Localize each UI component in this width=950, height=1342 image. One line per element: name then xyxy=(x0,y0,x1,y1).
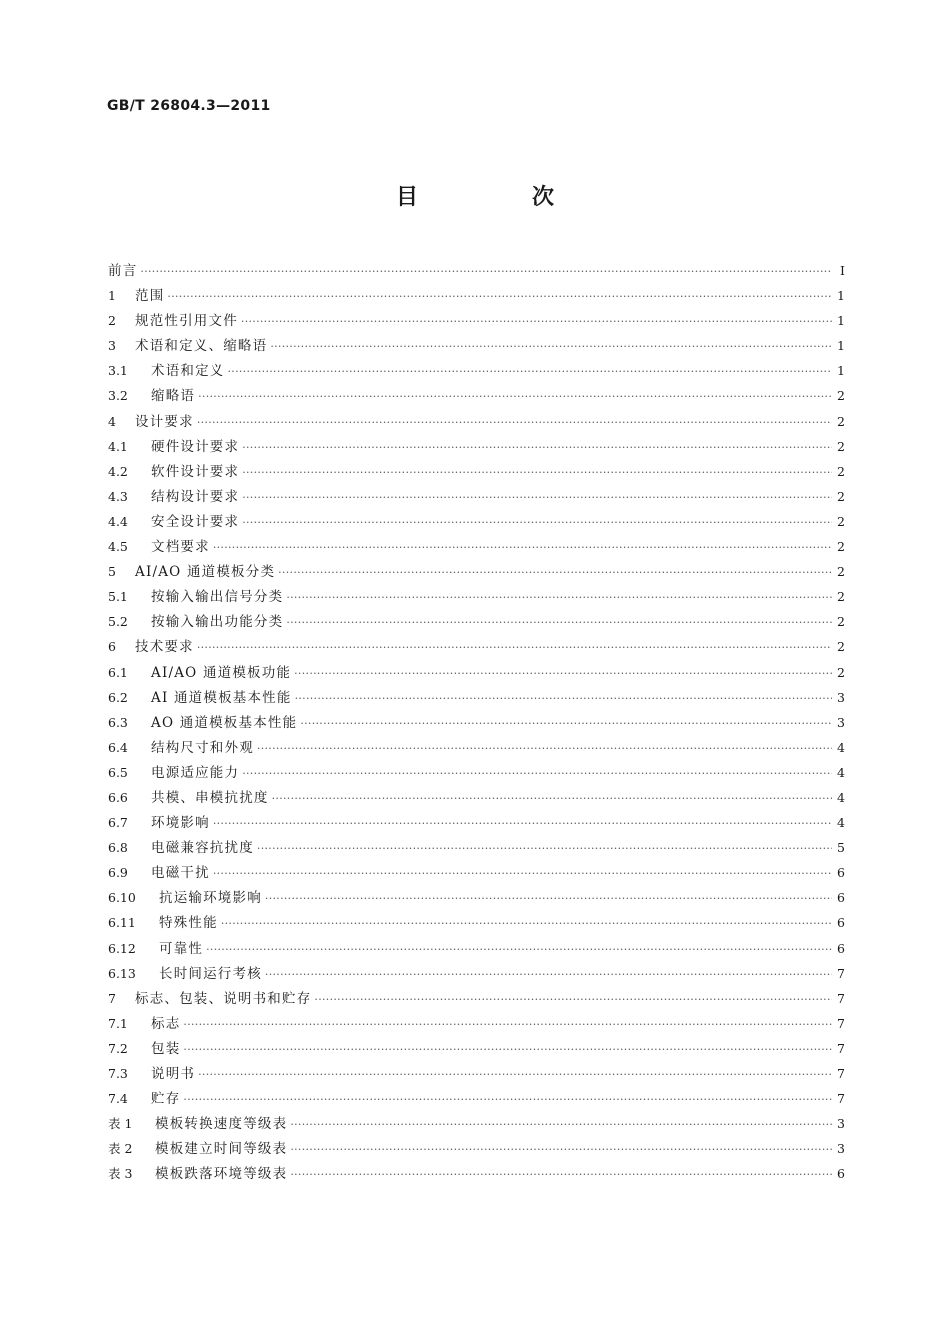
toc-entry-label: 结构设计要求 xyxy=(151,488,240,505)
dot-leader xyxy=(206,937,832,962)
dot-leader xyxy=(270,334,832,359)
dot-leader xyxy=(272,786,832,811)
toc-entry-label: 设计要求 xyxy=(135,413,194,430)
dot-leader xyxy=(183,1037,832,1062)
toc-entry-page: 2 xyxy=(837,488,845,504)
toc-entry-label: 电源适应能力 xyxy=(151,764,240,781)
toc-entry[interactable] xyxy=(108,810,845,835)
toc-entry-label: 环境影响 xyxy=(151,815,210,832)
toc-entry-page: 2 xyxy=(837,664,845,680)
toc-entry-page: 5 xyxy=(837,840,845,856)
toc-entry[interactable] xyxy=(108,660,845,685)
toc-entry-page: 2 xyxy=(837,413,845,429)
toc-entry-page: 4 xyxy=(837,789,845,805)
toc-entry-page: 7 xyxy=(837,965,845,981)
dot-leader xyxy=(290,1137,832,1162)
dot-leader xyxy=(242,510,832,535)
toc-entry[interactable] xyxy=(108,1011,845,1036)
toc-entry-label: 缩略语 xyxy=(151,388,196,405)
toc-entry-number: 6.3 xyxy=(108,714,128,730)
toc-entry-number: 3.2 xyxy=(108,388,128,404)
toc-entry[interactable] xyxy=(108,735,845,760)
toc-entry-number: 4.5 xyxy=(108,539,128,555)
dot-leader xyxy=(242,485,832,510)
toc-entry[interactable] xyxy=(108,910,845,935)
toc-entry[interactable] xyxy=(108,283,845,308)
toc-entry-number: 6.7 xyxy=(108,815,128,831)
toc-entry-label: 按输入输出信号分类 xyxy=(151,589,284,606)
toc-entry-page: 7 xyxy=(837,1040,845,1056)
toc-entry-page: 7 xyxy=(837,1015,845,1031)
toc-entry-page: 1 xyxy=(837,288,845,304)
toc-entry-page: 6 xyxy=(837,865,845,881)
dot-leader xyxy=(257,836,832,861)
toc-entry[interactable] xyxy=(108,936,845,961)
dot-leader xyxy=(242,460,832,485)
toc-entry-page: 4 xyxy=(837,764,845,780)
toc-entry-number: 3 xyxy=(108,338,116,354)
toc-entry-page: 2 xyxy=(837,539,845,555)
dot-leader xyxy=(241,309,832,334)
toc-entry-number: 6.2 xyxy=(108,689,128,705)
toc-entry[interactable] xyxy=(108,484,845,509)
dot-leader xyxy=(140,259,832,284)
toc-entry-page: 6 xyxy=(837,915,845,931)
toc-entry-label: 结构尺寸和外观 xyxy=(151,739,254,756)
toc-entry-page: 3 xyxy=(837,1141,845,1157)
toc-entry-number: 5 xyxy=(108,564,116,580)
dot-leader xyxy=(286,610,832,635)
toc-entry-number: 6.5 xyxy=(108,764,128,780)
toc-entry-label: 可靠性 xyxy=(159,940,204,957)
toc-entry-label: AO 通道模板基本性能 xyxy=(151,714,298,731)
dot-leader xyxy=(286,585,832,610)
toc-entry[interactable] xyxy=(108,760,845,785)
toc-entry-page: 2 xyxy=(837,438,845,454)
toc-entry[interactable] xyxy=(108,258,845,283)
toc-entry[interactable] xyxy=(108,885,845,910)
toc-entry[interactable] xyxy=(108,785,845,810)
toc-entry-number: 4 xyxy=(108,413,116,429)
dot-leader xyxy=(213,535,832,560)
dot-leader xyxy=(221,911,832,936)
toc-entry-number: 1 xyxy=(108,288,116,304)
toc-entry-page: 2 xyxy=(837,463,845,479)
toc-entry-label: 前言 xyxy=(108,263,138,279)
toc-entry-number: 4.2 xyxy=(108,463,128,479)
toc-entry[interactable] xyxy=(108,409,845,434)
toc-entry-label: 包装 xyxy=(151,1040,181,1057)
toc-entry-number: 7.1 xyxy=(108,1015,128,1031)
toc-entry-label: 标志、包装、说明书和贮存 xyxy=(135,990,312,1007)
toc-entry-label: 说明书 xyxy=(151,1066,196,1082)
toc-entry[interactable] xyxy=(108,1061,845,1086)
toc-entry-number: 6.12 xyxy=(108,940,136,956)
dot-leader xyxy=(290,1162,832,1187)
toc-title: 目 次 xyxy=(395,184,600,210)
toc-entry-page: 4 xyxy=(837,739,845,755)
dot-leader xyxy=(257,736,832,761)
toc-entry-number: 6 xyxy=(108,639,116,655)
toc-entry-number: 6.13 xyxy=(108,965,136,981)
toc-entry[interactable] xyxy=(108,434,845,459)
toc-entry-label: 文档要求 xyxy=(151,539,210,556)
toc-entry-page: 3 xyxy=(837,1116,845,1132)
toc-entry-number: 6.8 xyxy=(108,840,128,856)
toc-entry-page: 3 xyxy=(837,689,845,705)
toc-entry[interactable] xyxy=(108,1136,845,1161)
toc-entry-label: 术语和定义、缩略语 xyxy=(135,338,268,355)
dot-leader xyxy=(242,435,832,460)
toc-entry[interactable] xyxy=(108,1036,845,1061)
toc-entry-page: 6 xyxy=(837,1166,845,1182)
toc-entry-page: 2 xyxy=(837,639,845,655)
toc-entry-number: 4.4 xyxy=(108,513,128,529)
dot-leader xyxy=(295,686,832,711)
toc-entry[interactable] xyxy=(108,961,845,986)
toc-entry-label: 模板转换速度等级表 xyxy=(155,1116,288,1133)
toc-entry-number: 7 xyxy=(108,990,116,1006)
toc-entry-number: 5.2 xyxy=(108,614,128,630)
toc-entry-number: 6.10 xyxy=(108,890,136,906)
toc-entry-label: 长时间运行考核 xyxy=(159,965,262,982)
toc-entry[interactable] xyxy=(108,986,845,1011)
toc-entry-label: 硬件设计要求 xyxy=(151,438,240,455)
dot-leader xyxy=(314,987,832,1012)
toc-entry-label: 模板跌落环境等级表 xyxy=(155,1166,288,1183)
toc-entry-label: 电磁兼容抗扰度 xyxy=(151,840,254,857)
toc-entry-number: 3.1 xyxy=(108,363,128,379)
toc-entry[interactable] xyxy=(108,358,845,383)
dot-leader xyxy=(213,811,832,836)
toc-entry-page: 2 xyxy=(837,589,845,605)
toc-entry-label: 安全设计要求 xyxy=(151,513,240,530)
dot-leader xyxy=(242,761,832,786)
dot-leader xyxy=(167,284,832,309)
toc-entry-label: 电磁干扰 xyxy=(151,865,210,882)
toc-entry[interactable] xyxy=(108,559,845,584)
toc-entry[interactable] xyxy=(108,609,845,634)
toc-entry-number: 6.1 xyxy=(108,664,128,680)
toc-entry[interactable] xyxy=(108,308,845,333)
toc-entry[interactable] xyxy=(108,383,845,408)
toc-entry-label: 贮存 xyxy=(151,1091,181,1108)
dot-leader xyxy=(294,661,832,686)
toc-entry[interactable] xyxy=(108,333,845,358)
toc-entry-label: 共模、串模抗扰度 xyxy=(151,789,269,806)
toc-entry-label: 范围 xyxy=(135,288,165,305)
toc-entry-number: 7.4 xyxy=(108,1091,128,1107)
toc-entry-page: 6 xyxy=(837,890,845,906)
toc-entry[interactable] xyxy=(108,459,845,484)
toc-entry-page: 2 xyxy=(837,513,845,529)
dot-leader xyxy=(290,1112,832,1137)
dot-leader xyxy=(265,886,832,911)
toc-entry[interactable] xyxy=(108,1161,845,1186)
dot-leader xyxy=(198,1062,832,1087)
toc-entry-number: 6.4 xyxy=(108,739,128,755)
toc-entry-page: 3 xyxy=(837,714,845,730)
toc-entry[interactable] xyxy=(108,685,845,710)
toc-entry-number: 7.2 xyxy=(108,1040,128,1056)
toc-entry[interactable] xyxy=(108,534,845,559)
toc-entry-label: 术语和定义 xyxy=(151,363,225,380)
toc-entry-label: 技术要求 xyxy=(135,639,194,656)
dot-leader xyxy=(183,1012,832,1037)
toc-entry-page: 7 xyxy=(837,1066,845,1081)
toc-entry-page: 6 xyxy=(837,940,845,956)
toc-entry-number: 5.1 xyxy=(108,589,128,605)
dot-leader xyxy=(198,384,832,409)
toc-entry[interactable] xyxy=(108,710,845,735)
toc-entry[interactable] xyxy=(108,634,845,659)
toc-entry[interactable] xyxy=(108,1086,845,1111)
toc-entry-number: 4.1 xyxy=(108,438,128,454)
toc-entry-page: 4 xyxy=(837,815,845,831)
standard-code: GB/T 26804.3—2011 xyxy=(107,98,271,114)
toc-entry-number: 表 2 xyxy=(108,1141,133,1157)
dot-leader xyxy=(228,359,833,384)
toc-entry-number: 表 1 xyxy=(108,1116,133,1132)
toc-entry-number: 表 3 xyxy=(108,1166,133,1182)
toc-entry-number: 4.3 xyxy=(108,488,128,504)
toc-entry-number: 7.3 xyxy=(108,1066,128,1081)
dot-leader xyxy=(300,711,832,736)
toc-entry-label: 按输入输出功能分类 xyxy=(151,614,284,631)
toc-entry[interactable] xyxy=(108,835,845,860)
toc-entry[interactable] xyxy=(108,860,845,885)
toc-entry-label: AI/AO 通道模板分类 xyxy=(135,564,276,581)
toc-entry-number: 6.6 xyxy=(108,789,128,805)
toc-entry-label: AI 通道模板基本性能 xyxy=(151,689,292,706)
toc-entry-page: Ⅰ xyxy=(840,263,845,278)
toc-entry-label: AI/AO 通道模板功能 xyxy=(151,664,292,681)
toc-entry-page: 2 xyxy=(837,614,845,630)
toc-entry-number: 6.11 xyxy=(108,915,136,931)
toc-entry-page: 2 xyxy=(837,564,845,580)
toc-entry-label: 特殊性能 xyxy=(159,915,218,932)
toc-entry-page: 7 xyxy=(837,1091,845,1107)
toc-entry-page: 1 xyxy=(837,338,845,354)
dot-leader xyxy=(183,1087,832,1112)
toc-entry-page: 1 xyxy=(837,363,845,379)
toc-entry[interactable] xyxy=(108,1111,845,1136)
dot-leader xyxy=(197,635,832,660)
toc-entry-label: 抗运输环境影响 xyxy=(159,890,262,907)
dot-leader xyxy=(213,861,832,886)
toc-entry[interactable] xyxy=(108,584,845,609)
toc-entry[interactable] xyxy=(108,509,845,534)
toc-entry-label: 模板建立时间等级表 xyxy=(155,1141,288,1158)
toc-entry-label: 标志 xyxy=(151,1015,181,1032)
toc-entry-label: 规范性引用文件 xyxy=(135,313,238,330)
table-of-contents xyxy=(108,258,845,1186)
toc-entry-page: 2 xyxy=(837,388,845,404)
dot-leader xyxy=(278,560,832,585)
toc-entry-number: 2 xyxy=(108,313,116,329)
dot-leader xyxy=(197,410,832,435)
dot-leader xyxy=(265,962,832,987)
toc-entry-number: 6.9 xyxy=(108,865,128,881)
toc-entry-page: 7 xyxy=(837,990,845,1006)
toc-entry-page: 1 xyxy=(837,313,845,329)
toc-entry-label: 软件设计要求 xyxy=(151,463,240,480)
